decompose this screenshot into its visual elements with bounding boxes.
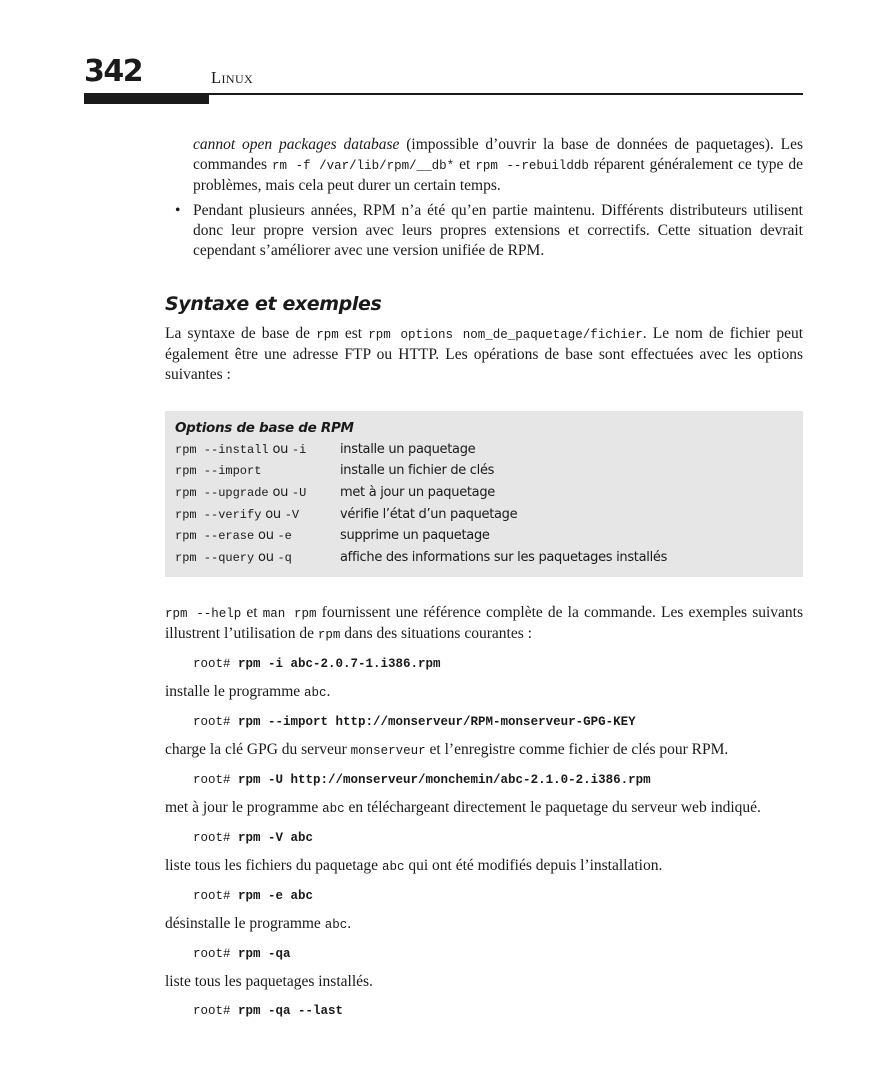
option-command (175, 483, 340, 503)
option-short: -q (277, 550, 292, 565)
command-description (165, 914, 803, 935)
text: et (454, 156, 476, 173)
shell-prompt: root# (193, 1003, 239, 1018)
option-description: installe un paquetage (340, 441, 476, 457)
command-text: rpm --import http://monserveur/RPM-monserveur-GPG-KEY (238, 714, 636, 729)
option-ou: ou (261, 506, 285, 522)
text: (impossible d’ouvrir la base de données de paquetages). Les commandes (193, 136, 803, 173)
inline-code: man rpm (262, 606, 317, 621)
running-title: Linux (211, 68, 254, 87)
syntax-paragraph (165, 324, 803, 385)
option-row (175, 525, 793, 547)
reference-paragraph (165, 603, 803, 645)
text: en téléchargeant directement le paquetage du serveur web indiqué. (344, 798, 761, 816)
inline-code: rpm (317, 627, 341, 642)
bullet-text: Pendant plusieurs années, RPM n’a été qu’en partie maintenu. Différents distributeurs utilisent donc leur propre version avec leurs propres extensions et correctifs. Cette situation devrait cependant s’améliorer avec une version unifiée de RPM. (193, 202, 803, 259)
text: réparent généralement ce type de problèmes, mais cela peut durer un certain temps. (193, 156, 804, 194)
text: et l’enregistre comme fichier de clés pour RPM. (425, 740, 729, 758)
option-ou: ou (254, 528, 278, 544)
inline-code: abc (324, 917, 348, 932)
option-command (175, 440, 340, 460)
option-short: -U (291, 485, 307, 500)
command-example (193, 714, 803, 730)
text: . (347, 914, 352, 932)
command-example (193, 830, 803, 846)
error-message-text: cannot open packages database (193, 136, 400, 153)
text: met à jour le programme (165, 798, 323, 816)
option-short: -i (291, 442, 307, 457)
command-description (165, 682, 803, 703)
examples-list (165, 656, 803, 1019)
option-ou: ou (254, 549, 278, 565)
command-text: rpm -qa (238, 946, 291, 961)
inline-code: abc (381, 859, 405, 874)
option-long: rpm --query (175, 550, 255, 565)
text: et (241, 603, 263, 621)
option-long: rpm --import (175, 464, 262, 479)
text: fournissent une référence complète de la commande. Les exemples suivants illustrent l’utilisation de (165, 603, 804, 642)
option-ou: ou (268, 441, 292, 457)
command-text: rpm -V abc (238, 830, 314, 845)
text: est (338, 325, 369, 342)
shell-prompt: root# (193, 772, 239, 787)
command-example (193, 946, 803, 962)
inline-code: rpm (316, 328, 339, 342)
inline-code: rpm --help (165, 606, 242, 621)
options-box-title: Options de base de RPM (175, 420, 354, 436)
shell-prompt: root# (193, 830, 239, 845)
option-row (175, 547, 793, 569)
option-long: rpm --install (175, 442, 269, 457)
text: désinstalle le programme (165, 914, 325, 932)
text: liste tous les fichiers du paquetage (165, 856, 382, 874)
text: . Le nom de fichier peut également être une adresse FTP ou HTTP. Les opérations de base sont effectuées avec les options suivantes : (165, 325, 804, 383)
command-description (165, 740, 803, 761)
inline-code: abc (322, 801, 345, 816)
option-description: met à jour un paquetage (340, 484, 496, 500)
command-example (193, 656, 803, 672)
inline-code: rm -f /var/lib/rpm/__db* (272, 159, 455, 173)
text: installe le programme (165, 682, 305, 700)
shell-prompt: root# (193, 656, 239, 671)
options-table (175, 439, 793, 569)
bullet-item (165, 201, 803, 261)
command-description (165, 856, 803, 877)
command-example (193, 772, 803, 788)
text: dans des situations courantes : (340, 624, 532, 642)
page-number: 342 (84, 54, 143, 89)
option-long: rpm --verify (175, 507, 262, 522)
shell-prompt: root# (193, 946, 239, 961)
inline-code: rpm --rebuilddb (475, 159, 589, 173)
option-long: rpm --upgrade (175, 485, 269, 500)
option-row (175, 439, 793, 461)
option-command (175, 505, 340, 525)
page-body (165, 135, 803, 1029)
command-example (193, 888, 803, 904)
shell-prompt: root# (193, 714, 239, 729)
option-command (175, 461, 340, 481)
inline-code: abc (304, 685, 327, 700)
inline-code: monserveur (350, 743, 426, 758)
option-long: rpm --erase (175, 529, 255, 544)
option-description: supprime un paquetage (340, 528, 490, 544)
option-row (175, 504, 793, 526)
option-short: -e (277, 529, 292, 544)
section-heading: Syntaxe et exemples (165, 293, 382, 315)
option-row (175, 482, 793, 504)
bullet-continuation (165, 135, 803, 196)
command-description (165, 798, 803, 819)
option-command (175, 526, 340, 546)
option-command (175, 548, 340, 568)
command-text: rpm -qa --last (238, 1003, 344, 1018)
command-text: rpm -U http://monserveur/monchemin/abc-2.1.0-2.i386.rpm (238, 772, 651, 787)
option-short: -V (284, 507, 300, 522)
header-bar (84, 95, 209, 104)
option-row (175, 461, 793, 483)
command-text: rpm -i abc-2.0.7-1.i386.rpm (238, 656, 441, 671)
command-description (165, 972, 803, 992)
bullet-symbol: • (175, 202, 181, 219)
text: qui ont été modifiés depuis l’installation. (404, 856, 663, 874)
option-description: affiche des informations sur les paquetages installés (340, 549, 668, 565)
text: liste tous les paquetages installés. (165, 972, 373, 990)
option-description: vérifie l’état d’un paquetage (340, 506, 518, 522)
inline-code: rpm options nom_de_paquetage/fichier (368, 328, 643, 342)
command-text: rpm -e abc (238, 888, 314, 903)
options-box (165, 411, 803, 577)
command-example (193, 1003, 803, 1019)
text: . (326, 682, 331, 700)
text: La syntaxe de base de (165, 325, 317, 342)
option-description: installe un fichier de clés (340, 463, 495, 479)
option-ou: ou (268, 484, 292, 500)
text: charge la clé GPG du serveur (165, 740, 351, 758)
shell-prompt: root# (193, 888, 239, 903)
